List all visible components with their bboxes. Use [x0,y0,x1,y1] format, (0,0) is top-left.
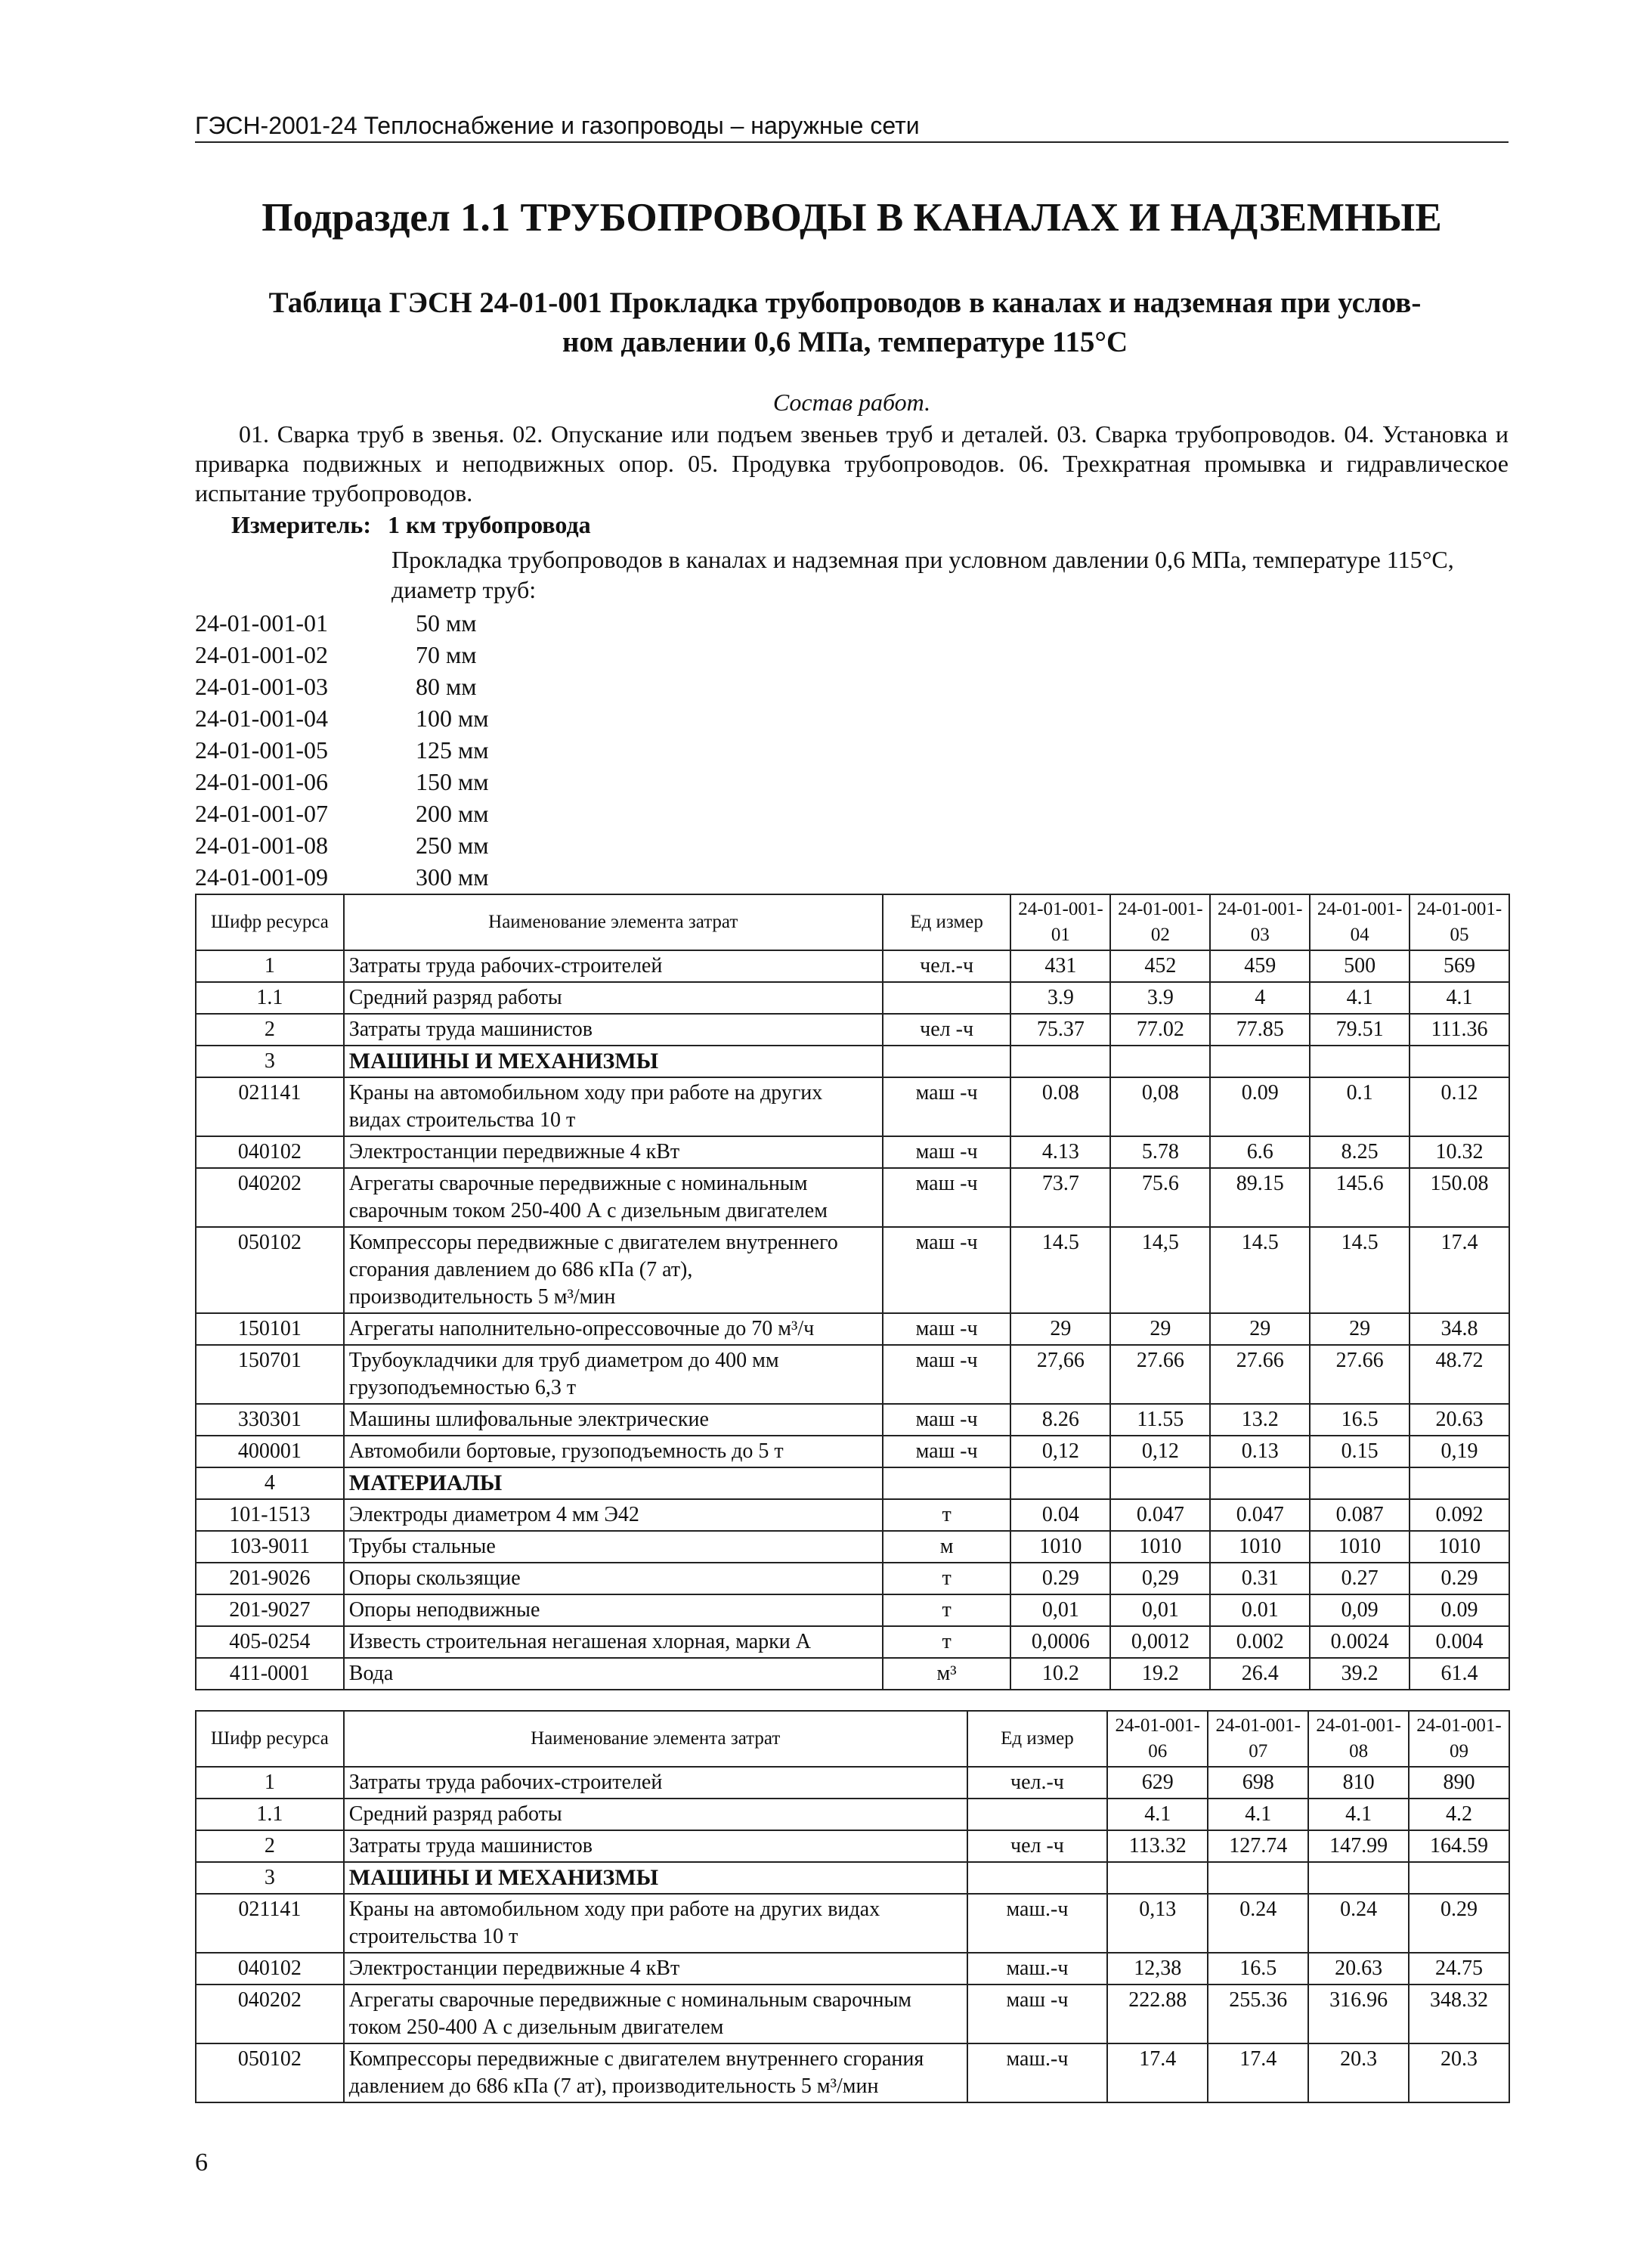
norm-value: 431 [1010,950,1110,982]
norm-value: 111.36 [1410,1014,1509,1046]
norm-value: 24.75 [1409,1953,1509,1984]
norm-value: 0.047 [1210,1499,1310,1531]
table-row [196,1077,1509,1136]
code-list-desc: 50 мм [416,609,477,637]
resource-unit [883,982,1011,1014]
code-list-code: 24-01-001-02 [195,641,328,668]
norm-value: 75.6 [1110,1168,1210,1227]
resource-code: 050102 [196,1227,344,1313]
resource-code: 101-1513 [196,1499,344,1531]
table-row [196,1227,1509,1313]
table-row [196,1563,1509,1594]
column-header: 24-01-001-09 [1409,1711,1509,1767]
meter-label: Измеритель: [231,511,371,538]
norm-value: 27,66 [1010,1345,1110,1404]
table-row [196,1626,1509,1658]
norm-value: 61.4 [1410,1658,1509,1690]
table-row [196,1953,1509,1984]
code-list-code: 24-01-001-07 [195,800,328,827]
norm-value: 34.8 [1410,1313,1509,1345]
norm-value: 4.1 [1107,1799,1208,1830]
resource-name: Известь строительная негашеная хлорная, марки А [344,1626,883,1658]
column-header: 24-01-001-08 [1308,1711,1409,1767]
section-row [196,1046,1509,1077]
norm-value: 27.66 [1110,1345,1210,1404]
norm-value: 27.66 [1210,1345,1310,1404]
resource-unit: т [883,1499,1011,1531]
norm-value: 0,13 [1107,1894,1208,1953]
norm-value: 255.36 [1208,1984,1308,2043]
table-row [196,2043,1509,2102]
norm-value: 0,12 [1110,1436,1210,1467]
resource-name: Трубы стальные [344,1531,883,1563]
norm-value: 1010 [1410,1531,1509,1563]
column-header: Наименование элемента затрат [344,894,883,950]
norm-value: 20.63 [1410,1404,1509,1436]
section-heading: МАШИНЫ И МЕХАНИЗМЫ [344,1862,967,1894]
norm-value: 0,09 [1310,1594,1410,1626]
norm-value [1210,1046,1310,1077]
resource-code: 021141 [196,1077,344,1136]
norm-value: 0,19 [1410,1436,1509,1467]
column-header: Шифр ресурса [196,1711,344,1767]
norm-value: 16.5 [1208,1953,1308,1984]
norm-value: 222.88 [1107,1984,1208,2043]
resource-name: Средний разряд работы [344,1799,967,1830]
table-row [196,1594,1509,1626]
norm-value: 459 [1210,950,1310,982]
norm-value: 316.96 [1308,1984,1409,2043]
norm-value: 145.6 [1310,1168,1410,1227]
resource-code: 400001 [196,1436,344,1467]
norm-value: 0.09 [1410,1594,1509,1626]
resource-code: 330301 [196,1404,344,1436]
code-list-item [195,800,489,832]
table-row [196,1894,1509,1953]
norm-value [1210,1467,1310,1499]
norm-value: 6.6 [1210,1136,1310,1168]
norm-value: 12,38 [1107,1953,1208,1984]
resource-code: 040202 [196,1984,344,2043]
resource-code: 040102 [196,1953,344,1984]
norm-value: 48.72 [1410,1345,1509,1404]
resource-unit: т [883,1563,1011,1594]
norm-value: 0.002 [1210,1626,1310,1658]
resource-name: Электростанции передвижные 4 кВт [344,1953,967,1984]
norm-value: 13.2 [1210,1404,1310,1436]
code-list-item [195,863,489,895]
resource-name: Затраты труда машинистов [344,1830,967,1862]
resource-unit: маш -ч [883,1136,1011,1168]
code-list-item [195,641,489,673]
resource-unit: маш -ч [883,1227,1011,1313]
norm-value: 698 [1208,1767,1308,1799]
norm-value: 17.4 [1410,1227,1509,1313]
resource-name: Агрегаты сварочные передвижные с номинальным сварочным током 250-400 А с дизельным двигателем [344,1168,883,1227]
resource-name: Трубоукладчики для труб диаметром до 400 мм грузоподъемностью 6,3 т [344,1345,883,1404]
column-header: Ед измер [967,1711,1108,1767]
table-title-line2: ном давлении 0,6 МПа, температуре 115°С [562,326,1128,358]
resource-code: 2 [196,1830,344,1862]
norm-value [1310,1467,1410,1499]
norm-value: 4 [1210,982,1310,1014]
norm-value: 3.9 [1110,982,1210,1014]
resource-name: Краны на автомобильном ходу при работе на других видах строительства 10 т [344,1894,967,1953]
norm-value [1410,1046,1509,1077]
table-row [196,1658,1509,1690]
norm-value: 348.32 [1409,1984,1509,2043]
table-title [203,284,1487,362]
norm-value: 4.1 [1310,982,1410,1014]
norm-value: 77.02 [1110,1014,1210,1046]
norm-value: 127.74 [1208,1830,1308,1862]
norm-value: 452 [1110,950,1210,982]
resource-code: 1 [196,950,344,982]
code-list-desc: 150 мм [416,768,489,795]
code-list-item [195,768,489,800]
norm-value: 0,01 [1010,1594,1110,1626]
norm-value: 10.2 [1010,1658,1110,1690]
norm-value: 0.047 [1110,1499,1210,1531]
resource-unit: маш -ч [883,1345,1011,1404]
norm-value: 0.04 [1010,1499,1110,1531]
resource-code: 050102 [196,2043,344,2102]
code-list-item [195,736,489,768]
resource-unit: м³ [883,1658,1011,1690]
resource-name: Электроды диаметром 4 мм Э42 [344,1499,883,1531]
section-row [196,1862,1509,1894]
resource-name: Агрегаты наполнительно-опрессовочные до 70 м³/ч [344,1313,883,1345]
code-list-code: 24-01-001-03 [195,673,328,700]
resource-name: Машины шлифовальные электрические [344,1404,883,1436]
norm-value: 1010 [1210,1531,1310,1563]
norm-value: 4.2 [1409,1799,1509,1830]
norm-value: 0.1 [1310,1077,1410,1136]
norm-value: 11.55 [1110,1404,1210,1436]
norm-value: 147.99 [1308,1830,1409,1862]
norm-value: 0.12 [1410,1077,1509,1136]
norm-value: 4.1 [1410,982,1509,1014]
norm-value: 0.24 [1208,1894,1308,1953]
code-list-code: 24-01-001-05 [195,736,328,764]
norm-value: 0.092 [1410,1499,1509,1531]
resource-unit: маш -ч [883,1168,1011,1227]
norm-value: 27.66 [1310,1345,1410,1404]
norm-value: 569 [1410,950,1509,982]
norm-value: 0,0006 [1010,1626,1110,1658]
norm-value: 113.32 [1107,1830,1208,1862]
norm-value: 79.51 [1310,1014,1410,1046]
norm-value: 0.29 [1010,1563,1110,1594]
norm-value: 20.63 [1308,1953,1409,1984]
resource-code: 411-0001 [196,1658,344,1690]
norm-value: 14,5 [1110,1227,1210,1313]
norm-value: 0,08 [1110,1077,1210,1136]
table-row [196,1404,1509,1436]
table-row [196,1799,1509,1830]
resource-unit: маш -ч [883,1404,1011,1436]
norm-value: 8.26 [1010,1404,1110,1436]
resource-unit: маш.-ч [967,2043,1108,2102]
resource-name: Вода [344,1658,883,1690]
column-header: 24-01-001-03 [1210,894,1310,950]
page-header: ГЭСН-2001-24 Теплоснабжение и газопроводы – наружные сети [195,112,1509,143]
resource-unit [883,1046,1011,1077]
resource-name: Средний разряд работы [344,982,883,1014]
resource-name: Компрессоры передвижные с двигателем внутреннего сгорания давлением до 686 кПа (7 ат), производительность 5 м³/мин [344,2043,967,2102]
code-list-desc: 250 мм [416,832,489,859]
resource-unit: т [883,1594,1011,1626]
resource-name: Краны на автомобильном ходу при работе на других видах строительства 10 т [344,1077,883,1136]
resource-unit [967,1799,1108,1830]
norm-value: 0.29 [1410,1563,1509,1594]
table-row [196,1984,1509,2043]
norm-value [1110,1046,1210,1077]
resource-code: 040102 [196,1136,344,1168]
norm-value: 75.37 [1010,1014,1110,1046]
column-header: 24-01-001-04 [1310,894,1410,950]
resource-unit: чел.-ч [967,1767,1108,1799]
table-row [196,1436,1509,1467]
norm-value [1410,1467,1509,1499]
resource-unit: маш -ч [883,1436,1011,1467]
norm-value: 0,29 [1110,1563,1210,1594]
resource-name: Затраты труда машинистов [344,1014,883,1046]
norm-value: 26.4 [1210,1658,1310,1690]
norm-value: 629 [1107,1767,1208,1799]
norm-value [1110,1467,1210,1499]
norm-value [1107,1862,1208,1894]
norm-value: 8.25 [1310,1136,1410,1168]
meter-value: 1 км трубопровода [387,511,591,538]
column-header: 24-01-001-02 [1110,894,1210,950]
norm-value: 4.1 [1308,1799,1409,1830]
norm-value: 10.32 [1410,1136,1509,1168]
code-list-desc: 125 мм [416,736,489,764]
code-list-item [195,673,489,705]
norm-value [1409,1862,1509,1894]
section-row [196,1467,1509,1499]
column-header: Ед измер [883,894,1011,950]
code-list-item [195,609,489,641]
norm-value: 19.2 [1110,1658,1210,1690]
resource-code: 150101 [196,1313,344,1345]
norm-value: 164.59 [1409,1830,1509,1862]
resource-code: 2 [196,1014,344,1046]
norm-value: 14.5 [1010,1227,1110,1313]
norm-value [1010,1467,1110,1499]
norm-value: 810 [1308,1767,1409,1799]
code-list-item [195,832,489,863]
norm-value: 5.78 [1110,1136,1210,1168]
table-title-line1: Таблица ГЭСН 24-01-001 Прокладка трубопроводов в каналах и надземная при услов- [268,287,1422,319]
norm-value: 500 [1310,950,1410,982]
norm-value: 0.0024 [1310,1626,1410,1658]
resource-unit: маш.-ч [967,1894,1108,1953]
code-list-code: 24-01-001-06 [195,768,328,795]
column-header: 24-01-001-07 [1208,1711,1308,1767]
code-list-desc: 80 мм [416,673,477,700]
resource-unit: м [883,1531,1011,1563]
norm-value: 29 [1310,1313,1410,1345]
code-list-code: 24-01-001-09 [195,863,328,891]
code-list-code: 24-01-001-04 [195,705,328,732]
resource-unit: чел -ч [967,1830,1108,1862]
norm-value: 89.15 [1210,1168,1310,1227]
resource-unit: т [883,1626,1011,1658]
table-row [196,1830,1509,1862]
norm-value [1310,1046,1410,1077]
section-heading: МАТЕРИАЛЫ [344,1467,883,1499]
norm-value: 0.13 [1210,1436,1310,1467]
table-row [196,1014,1509,1046]
column-header: 24-01-001-06 [1107,1711,1208,1767]
subsection-title: Подраздел 1.1 ТРУБОПРОВОДЫ В КАНАЛАХ И НАДЗЕМНЫЕ [261,196,1442,240]
norm-value [1308,1862,1409,1894]
norm-value: 14.5 [1210,1227,1310,1313]
norm-value: 73.7 [1010,1168,1110,1227]
resource-code: 3 [196,1862,344,1894]
norm-value: 0.27 [1310,1563,1410,1594]
norm-value: 0.087 [1310,1499,1410,1531]
norm-value: 29 [1010,1313,1110,1345]
norm-value: 0.09 [1210,1077,1310,1136]
resource-unit: маш -ч [883,1077,1011,1136]
norm-value: 4.1 [1208,1799,1308,1830]
resource-code: 201-9026 [196,1563,344,1594]
column-header: Шифр ресурса [196,894,344,950]
resource-unit: маш -ч [967,1984,1108,2043]
norm-value: 16.5 [1310,1404,1410,1436]
norm-value: 0,01 [1110,1594,1210,1626]
column-header: 24-01-001-01 [1010,894,1110,950]
norm-value: 1010 [1010,1531,1110,1563]
resource-code: 3 [196,1046,344,1077]
norm-value: 0.004 [1410,1626,1509,1658]
code-list-desc: 100 мм [416,705,489,732]
norm-value: 77.85 [1210,1014,1310,1046]
table-row [196,1168,1509,1227]
norm-value: 29 [1210,1313,1310,1345]
norm-value: 39.2 [1310,1658,1410,1690]
norm-value: 0.31 [1210,1563,1310,1594]
resource-name: Опоры неподвижные [344,1594,883,1626]
norm-value: 17.4 [1107,2043,1208,2102]
norm-value [1010,1046,1110,1077]
resource-name: Затраты труда рабочих-строителей [344,1767,967,1799]
resource-name: Агрегаты сварочные передвижные с номинальным сварочным током 250-400 А с дизельным двигателем [344,1984,967,2043]
norm-value: 0.29 [1409,1894,1509,1953]
resource-name: Опоры скользящие [344,1563,883,1594]
resource-unit [883,1467,1011,1499]
resource-code: 150701 [196,1345,344,1404]
code-list-desc: 70 мм [416,641,477,668]
column-header: Наименование элемента затрат [344,1711,967,1767]
resources-table-2 [195,1710,1510,2103]
table-row [196,1499,1509,1531]
resource-code: 103-9011 [196,1531,344,1563]
resource-unit: чел.-ч [883,950,1011,982]
code-list-code: 24-01-001-01 [195,609,328,637]
meter-line [231,511,591,539]
list-intro: Прокладка трубопроводов в каналах и надземная при условном давлении 0,6 МПа, температуре 115°С, диаметр труб: [391,546,1454,603]
table-row [196,1313,1509,1345]
resource-code: 040202 [196,1168,344,1227]
table-row [196,1136,1509,1168]
norm-value: 20.3 [1409,2043,1509,2102]
norm-value: 20.3 [1308,2043,1409,2102]
resource-unit: маш -ч [883,1313,1011,1345]
composition-label: Состав работ. [772,389,931,416]
code-list-desc: 300 мм [416,863,489,891]
code-list-item [195,705,489,736]
norm-value: 0.15 [1310,1436,1410,1467]
resource-name: Электростанции передвижные 4 кВт [344,1136,883,1168]
resource-code: 405-0254 [196,1626,344,1658]
norm-value: 29 [1110,1313,1210,1345]
norm-value: 0,12 [1010,1436,1110,1467]
resource-name: Автомобили бортовые, грузоподъемность до 5 т [344,1436,883,1467]
code-list-desc: 200 мм [416,800,489,827]
resource-unit: чел -ч [883,1014,1011,1046]
resource-code: 201-9027 [196,1594,344,1626]
codes-list [195,609,489,895]
norm-value: 0.08 [1010,1077,1110,1136]
resource-code: 1.1 [196,982,344,1014]
code-list-code: 24-01-001-08 [195,832,328,859]
norm-value: 14.5 [1310,1227,1410,1313]
resource-unit: маш.-ч [967,1953,1108,1984]
table-row [196,1345,1509,1404]
resource-unit [967,1862,1108,1894]
norm-value: 3.9 [1010,982,1110,1014]
norm-value: 0.01 [1210,1594,1310,1626]
norm-value: 890 [1409,1767,1509,1799]
norm-value: 0,0012 [1110,1626,1210,1658]
norm-value: 1010 [1310,1531,1410,1563]
resource-code: 1.1 [196,1799,344,1830]
norm-value: 0.24 [1308,1894,1409,1953]
norm-value: 4.13 [1010,1136,1110,1168]
table-row [196,1531,1509,1563]
norm-value [1208,1862,1308,1894]
resource-code: 021141 [196,1894,344,1953]
resources-table-1 [195,894,1510,1690]
norm-value: 17.4 [1208,2043,1308,2102]
section-heading: МАШИНЫ И МЕХАНИЗМЫ [344,1046,883,1077]
resource-name: Компрессоры передвижные с двигателем внутреннего сгорания давлением до 686 кПа (7 ат), производительность 5 м³/мин [344,1227,883,1313]
table-row [196,1767,1509,1799]
resource-code: 4 [196,1467,344,1499]
table-row [196,950,1509,982]
norm-value: 1010 [1110,1531,1210,1563]
norm-value: 150.08 [1410,1168,1509,1227]
resource-code: 1 [196,1767,344,1799]
column-header: 24-01-001-05 [1410,894,1509,950]
table-row [196,982,1509,1014]
resource-name: Затраты труда рабочих-строителей [344,950,883,982]
composition-text: 01. Сварка труб в звенья. 02. Опускание или подъем звеньев труб и деталей. 03. Сварка трубопроводов. 04. Установка и приварка подвижных и неподвижных опор. 05. Продувка трубопроводов. 06. Трехкратная промывка и гидравлическое испытание трубопроводов. [195,420,1509,507]
page-number: 6 [195,2149,208,2177]
